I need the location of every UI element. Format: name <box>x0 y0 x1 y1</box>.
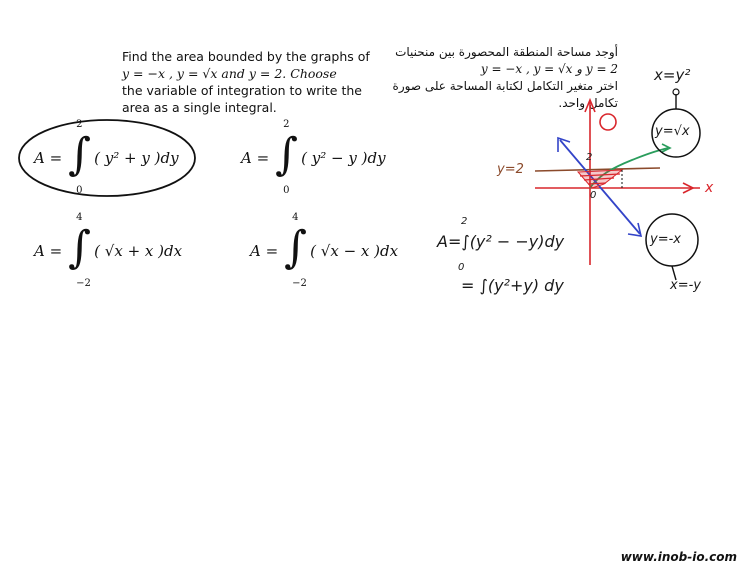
option-b-lhs: A = <box>241 149 270 167</box>
question-ar-line-3: اختر متغير التكامل لكتابة المساحة على صورة <box>392 79 618 93</box>
work-lower-limit: 0 <box>458 262 465 273</box>
option-c-integrand: ( √x + x )dx <box>94 242 183 260</box>
line-y-equals-2 <box>535 168 660 171</box>
work-upper-limit: 2 <box>461 216 468 227</box>
hand-mark-2: 2 <box>586 152 593 163</box>
integral-sign: 2 ∫ 0 <box>68 119 92 196</box>
line-y-equals-neg-x <box>560 140 640 234</box>
hand-label-x-axis: x <box>705 180 714 196</box>
option-d-integrand: ( √x − x )dx <box>310 242 399 260</box>
site-watermark: www.inob-io.com <box>620 550 737 564</box>
circled-mark <box>600 114 616 130</box>
option-c-lower-limit: −2 <box>76 278 91 289</box>
option-d-lower-limit: −2 <box>292 278 307 289</box>
hand-label-y-eq-2: y=2 <box>497 162 524 177</box>
answer-circle-mark <box>19 120 195 196</box>
option-a-integrand: ( y² + y )dy <box>94 149 179 167</box>
question-en-line-1: Find the area bounded by the graphs of <box>122 49 370 64</box>
hand-label-y-eq-neg-x: y=-x <box>650 232 681 247</box>
question-ar-line-4: تكامل واحد. <box>558 96 618 110</box>
question-en-line-2: y = −x , y = √x and y = 2. Choose <box>122 66 337 81</box>
integral-sign: 4 ∫ −2 <box>68 212 92 289</box>
option-a-lower-limit: 0 <box>76 185 83 196</box>
option-a-lhs: A = <box>34 149 63 167</box>
hand-mark-0: 0 <box>590 190 597 201</box>
option-c-upper-limit: 4 <box>76 212 83 223</box>
question-en-line-4: area as a single integral. <box>122 100 277 115</box>
work-line-1: A=∫(y² − −y)dy <box>437 232 565 251</box>
hand-label-x-eq-y2: x=y² <box>654 66 691 84</box>
option-c-lhs: A = <box>34 242 63 260</box>
option-a-upper-limit: 2 <box>76 119 83 130</box>
work-line-2: = ∫(y²+y) dy <box>461 276 564 295</box>
option-b-upper-limit: 2 <box>283 119 290 130</box>
option-d-lhs: A = <box>250 242 279 260</box>
option-b-integrand: ( y² − y )dy <box>301 149 386 167</box>
question-en-line-3: the variable of integration to write the <box>122 83 362 98</box>
hand-label-y-eq-sqrtx: y=√x <box>655 124 690 139</box>
integral-sign: 4 ∫ −2 <box>284 212 308 289</box>
question-ar-line-1: أوجد مساحة المنطقة المحصورة بين منحنيات <box>395 45 618 59</box>
integral-sign: 2 ∫ 0 <box>275 119 299 196</box>
option-d-upper-limit: 4 <box>292 212 299 223</box>
question-ar-line-2: y = 2 و y = −x , y = √x <box>480 62 618 76</box>
hand-label-x-eq-neg-y: x=-y <box>670 278 701 293</box>
option-b-lower-limit: 0 <box>283 185 290 196</box>
